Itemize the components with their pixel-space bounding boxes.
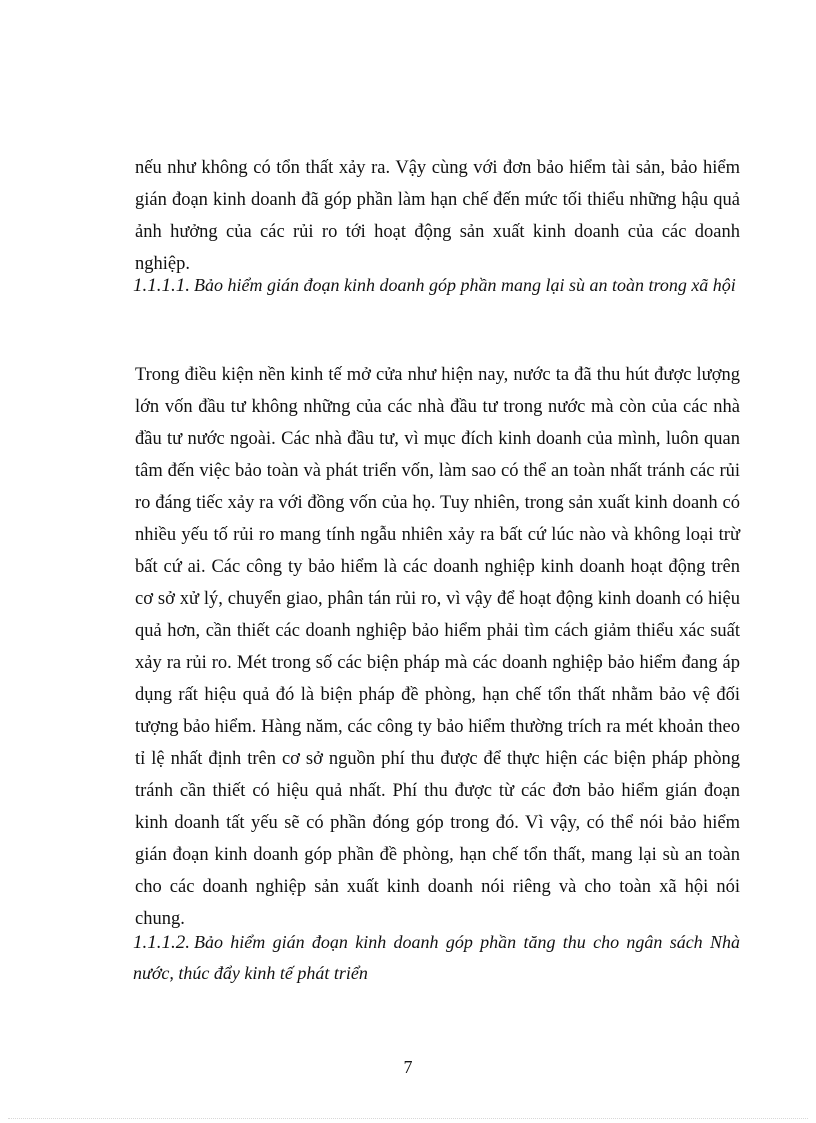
section-title: Bảo hiểm gián đoạn kinh doanh góp phần tăng thu cho ngân sách Nhà nước, thúc đẩy kinh tế phát triển: [133, 932, 740, 983]
section-title: Bảo hiểm gián đoạn kinh doanh góp phần mang lại sù an toàn trong xã hội: [194, 275, 736, 295]
section-number: 1.1.1.1.: [133, 275, 190, 296]
section-number: 1.1.1.2.: [133, 932, 190, 953]
section-heading-1-1-1-1: [133, 270, 740, 301]
paragraph-intro-continued: nếu như không có tổn thất xảy ra. Vậy cùng với đơn bảo hiểm tài sản, bảo hiểm gián đoạn kinh doanh đã góp phần làm hạn chế đến mức tối thiểu những hậu quả ảnh hưởng của các rủi ro tới hoạt động sản xuất kinh doanh của các doanh nghiệp.: [135, 157, 740, 274]
paragraph-safety: Trong điều kiện nền kinh tế mở cửa như hiện nay, nước ta đã thu hút được lượng lớn vốn đầu tư không những của các nhà đầu tư trong nước mà còn của các nhà đầu tư nước ngoài. Các nhà đầu tư, vì mục đích kinh doanh của mình, luôn quan tâm đến việc bảo toàn và phát triển vốn, làm sao có thể an toàn nhất tránh các rủi ro đáng tiếc xảy ra với đồng vốn của họ. Tuy nhiên, trong sản xuất kinh doanh có nhiều yếu tố rủi ro mang tính ngẫu nhiên xảy ra bất cứ lúc nào và không loại trừ bất cứ ai. Các công ty bảo hiểm là các doanh nghiệp kinh doanh hoạt động trên cơ sở xử lý, chuyển giao, phân tán rủi ro, vì vậy để hoạt động kinh doanh có hiệu quả hơn, cần thiết các doanh nghiệp bảo hiểm phải tìm cách giảm thiểu xác suất xảy ra rủi ro. Mét trong số các biện pháp mà các doanh nghiệp bảo hiểm đang áp dụng rất hiệu quả đó là biện pháp đề phòng, hạn chế tổn thất nhằm bảo vệ đối tượng bảo hiểm. Hàng năm, các công ty bảo hiểm thường trích ra mét khoản theo tỉ lệ nhất định trên cơ sở nguồn phí thu được để thực hiện các biện pháp phòng tránh cần thiết có hiệu quả nhất. Phí thu được từ các đơn bảo hiểm gián đoạn kinh doanh tất yếu sẽ có phần đóng góp trong đó. Vì vậy, có thể nói bảo hiểm gián đoạn kinh doanh góp phần đề phòng, hạn chế tổn thất, mang lại sù an toàn cho các doanh nghiệp sản xuất kinh doanh nói riêng và cho toàn xã hội nói chung.: [135, 364, 740, 929]
page-bottom-divider: [8, 1118, 808, 1119]
page-number: 7: [403, 1057, 413, 1077]
section-heading-1-1-1-2: [133, 927, 740, 988]
